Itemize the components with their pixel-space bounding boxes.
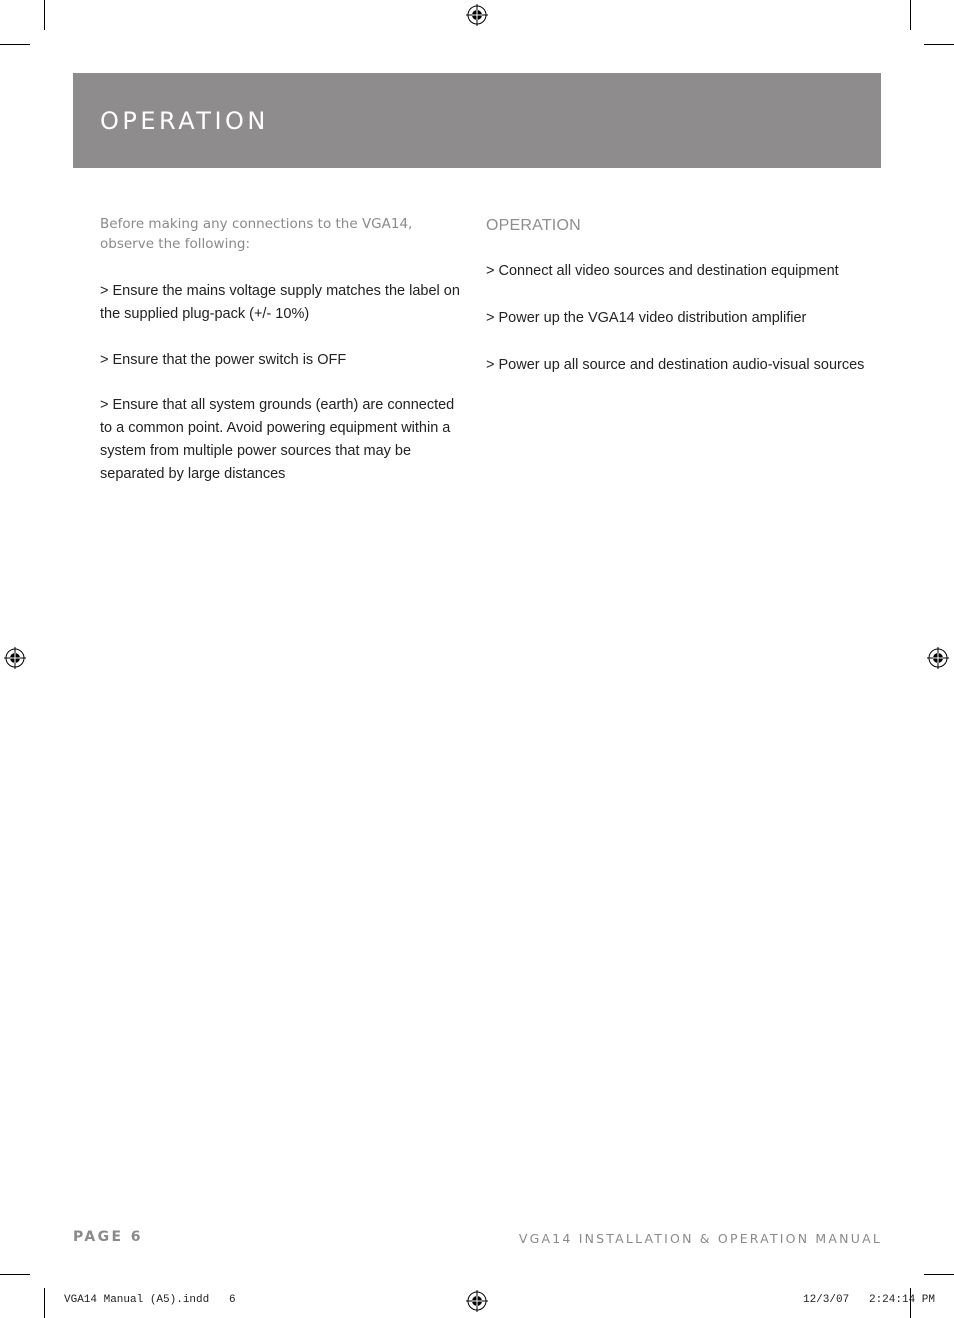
slug-timestamp: 12/3/07 2:24:14 PM bbox=[802, 1294, 935, 1306]
crop-mark-bottom-left-h bbox=[0, 1274, 30, 1275]
operation-heading: OPERATION bbox=[486, 217, 581, 234]
registration-mark-icon bbox=[4, 647, 26, 669]
operation-step: > Connect all video sources and destination equipment bbox=[486, 263, 839, 279]
crop-mark-top-right-v bbox=[910, 0, 911, 30]
precaution-item: > Ensure the mains voltage supply matches the label on the supplied plug-pack (+/- 10%) bbox=[100, 283, 460, 322]
page-title: OPERATION bbox=[100, 107, 269, 135]
registration-mark-icon bbox=[466, 1290, 488, 1312]
precaution-item: > Ensure that the power switch is OFF bbox=[100, 351, 347, 368]
operation-step: > Power up the VGA14 video distribution amplifier bbox=[486, 309, 807, 326]
registration-mark-icon bbox=[466, 4, 488, 26]
registration-mark-icon bbox=[927, 647, 949, 669]
crop-mark-top-right-h bbox=[924, 44, 954, 45]
slug-filename: VGA14 Manual (A5).indd 6 bbox=[64, 1294, 236, 1306]
crop-mark-bottom-left-v bbox=[44, 1288, 45, 1318]
crop-mark-top-left-v bbox=[44, 0, 45, 30]
operation-step: > Power up all source and destination audio-visual sources bbox=[486, 356, 865, 373]
crop-mark-top-left-h bbox=[0, 44, 30, 45]
manual-title: VGA14 INSTALLATION & OPERATION MANUAL bbox=[518, 1231, 882, 1246]
precaution-item: > Ensure that all system grounds (earth) are connected to a common point. Avoid powering equipment within a system from multiple power sources that may be separated by large distances bbox=[100, 397, 455, 482]
precautions-intro: Before making any connections to the VGA14, observe the following: bbox=[100, 216, 413, 252]
crop-mark-bottom-right-h bbox=[924, 1274, 954, 1275]
precautions-column bbox=[100, 214, 465, 509]
header-band bbox=[73, 73, 881, 168]
operation-column bbox=[486, 216, 886, 400]
page-number: PAGE 6 bbox=[73, 1229, 143, 1245]
